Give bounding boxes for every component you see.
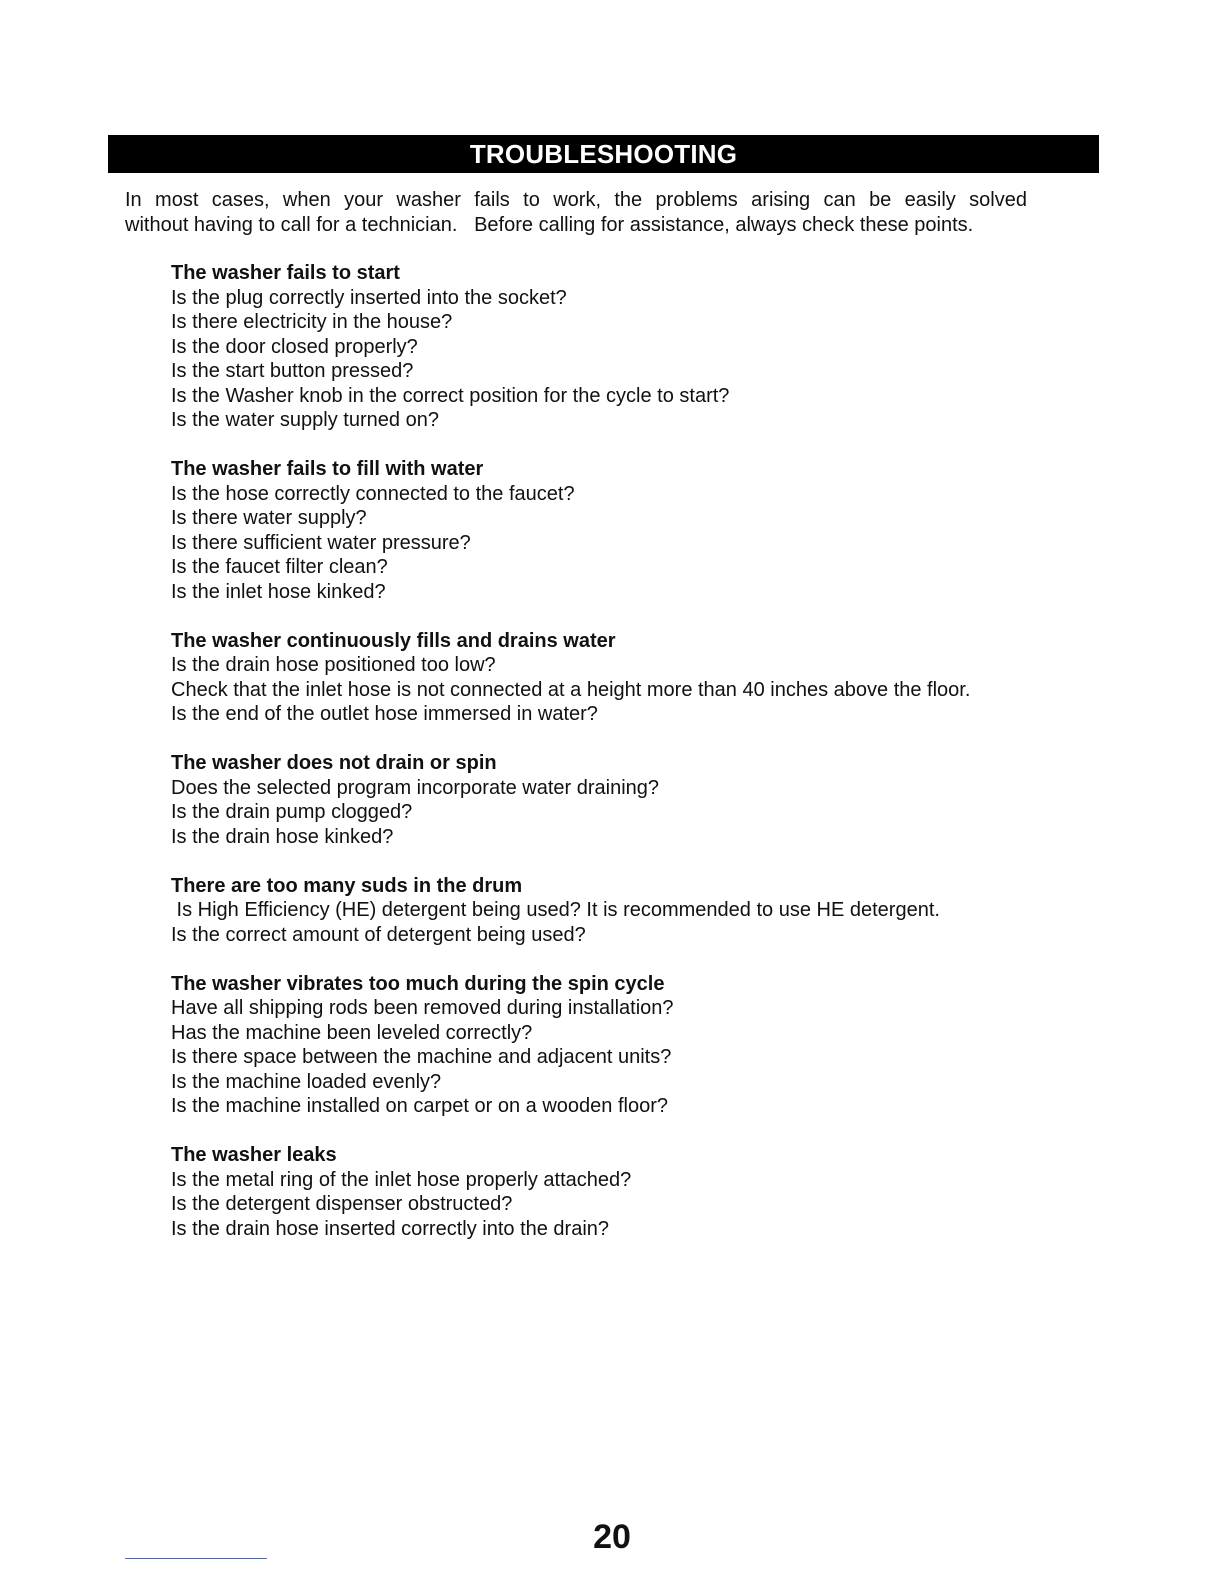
footer-divider	[125, 1558, 267, 1559]
section-title: The washer fails to fill with water	[171, 458, 484, 480]
section-title: The washer does not drain or spin	[171, 752, 497, 774]
check-item: Is the plug correctly inserted into the socket?	[171, 286, 567, 309]
check-item: Is the correct amount of detergent being used?	[171, 923, 586, 946]
check-item: Is High Efficiency (HE) detergent being used? It is recommended to use HE detergent.	[171, 899, 940, 921]
section-title: The washer leaks	[171, 1144, 337, 1166]
section-leaks	[171, 1143, 1051, 1241]
check-item: Is there water supply?	[171, 507, 367, 529]
check-item: Does the selected program incorporate water draining?	[171, 776, 660, 799]
page-title: TROUBLESHOOTING	[108, 135, 1099, 173]
check-item: Is the machine installed on carpet or on a wooden floor?	[171, 1095, 668, 1117]
section-fills-and-drains	[171, 629, 1051, 727]
check-item: Check that the inlet hose is not connected at a height more than 40 inches above the floor.	[171, 678, 971, 701]
check-item: Is there space between the machine and adjacent units?	[171, 1046, 672, 1068]
section-title: The washer vibrates too much during the spin cycle	[171, 972, 665, 995]
intro-paragraph	[125, 188, 1027, 237]
section-fails-to-start	[171, 261, 1051, 433]
section-vibrates	[171, 972, 1051, 1119]
check-item: Has the machine been leveled correctly?	[171, 1021, 533, 1044]
intro-line-1: In most cases, when your washer fails to work, the problems arising can be easily solved	[125, 189, 1027, 211]
check-item: Is the end of the outlet hose immersed in water?	[171, 703, 598, 725]
check-item: Is the door closed properly?	[171, 335, 418, 358]
section-title: The washer continuously fills and drains water	[171, 629, 616, 652]
check-item: Is the drain hose kinked?	[171, 825, 394, 848]
check-item: Is the hose correctly connected to the faucet?	[171, 482, 575, 505]
section-too-many-suds	[171, 874, 1051, 948]
check-item: Is the detergent dispenser obstructed?	[171, 1193, 513, 1215]
section-no-drain-or-spin	[171, 751, 1051, 849]
check-item: Is the metal ring of the inlet hose properly attached?	[171, 1168, 632, 1191]
intro-line-2: without having to call for a technician. Before calling for assistance, always check these points.	[125, 213, 974, 236]
check-item: Is the faucet filter clean?	[171, 556, 388, 578]
section-title: The washer fails to start	[171, 262, 400, 284]
check-item: Is the water supply turned on?	[171, 409, 439, 431]
check-item: Is the start button pressed?	[171, 360, 414, 382]
troubleshooting-sections	[171, 261, 1051, 1266]
check-item: Is there electricity in the house?	[171, 311, 453, 333]
check-item: Is there sufficient water pressure?	[171, 531, 471, 554]
check-item: Is the drain hose inserted correctly into the drain?	[171, 1217, 610, 1240]
section-fails-to-fill	[171, 457, 1051, 604]
check-item: Is the drain hose positioned too low?	[171, 654, 496, 676]
check-item: Have all shipping rods been removed during installation?	[171, 997, 674, 1019]
section-title: There are too many suds in the drum	[171, 874, 523, 897]
check-item: Is the inlet hose kinked?	[171, 580, 386, 603]
page-number: 20	[593, 1518, 631, 1556]
check-item: Is the drain pump clogged?	[171, 801, 413, 823]
check-item: Is the Washer knob in the correct position for the cycle to start?	[171, 384, 730, 407]
check-item: Is the machine loaded evenly?	[171, 1070, 442, 1093]
